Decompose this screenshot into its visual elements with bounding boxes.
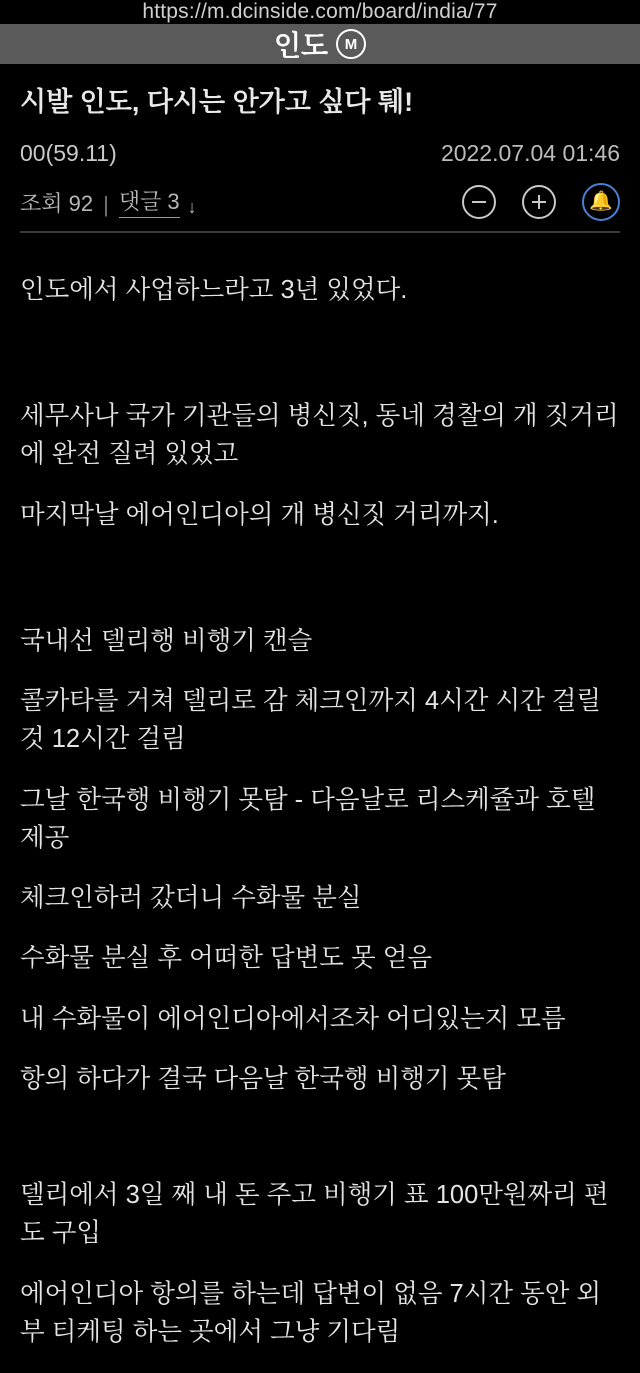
post-meta-row bbox=[20, 140, 620, 167]
post-date: 2022.07.04 01:46 bbox=[440, 139, 620, 166]
stat-divider: | bbox=[103, 192, 109, 218]
post-paragraph: 내 수화물이 에어인디아에서조차 어디있는지 모름 bbox=[20, 1004, 566, 1033]
post-paragraph: 체크인하러 갔더니 수화물 분실 bbox=[20, 884, 362, 912]
zoom-in-icon[interactable] bbox=[522, 185, 556, 219]
post-tool-icons bbox=[462, 183, 620, 221]
post-author[interactable]: 00(59.11) bbox=[20, 139, 117, 166]
view-count: 조회 92 bbox=[20, 191, 94, 217]
header-divider bbox=[20, 231, 620, 233]
post-paragraph: 마지막날 에어인디아의 개 병신짓 거리까지. bbox=[20, 500, 499, 529]
board-title-bar bbox=[0, 24, 640, 64]
url-bar[interactable] bbox=[0, 0, 640, 24]
zoom-out-icon[interactable] bbox=[462, 185, 496, 219]
board-name[interactable]: 인도 bbox=[273, 30, 329, 61]
comment-count-link[interactable]: 댓글 3 bbox=[119, 185, 180, 218]
post-body bbox=[0, 241, 640, 1373]
chevron-down-icon[interactable]: ↓ bbox=[187, 197, 197, 218]
post-stats-row bbox=[20, 183, 620, 221]
post-paragraph: 델리에서 3일 째 내 돈 주고 비행기 표 100만원짜리 편도 구입 bbox=[20, 1181, 609, 1248]
url-text: https://m.dcinside.com/board/india/77 bbox=[142, 0, 498, 23]
post-paragraph: 항의 하다가 결국 다음날 한국행 비행기 못탐 bbox=[20, 1064, 506, 1093]
post-paragraph: 그날 한국행 비행기 못탐 - 다음날로 리스케쥴과 호텔 제공 bbox=[20, 785, 603, 852]
post-paragraph: 에어인디아 항의를 하는데 답변이 없음 7시간 동안 외부 티케팅 하는 곳에서 그냥 기다림 bbox=[20, 1279, 602, 1346]
post-paragraph: 인도에서 사업하느라고 3년 있었다. bbox=[20, 275, 408, 304]
post-paragraph: 국내선 델리행 비행기 캔슬 bbox=[20, 626, 313, 655]
post-title: 시발 인도, 다시는 안가고 싶다 퉤! bbox=[20, 87, 414, 117]
bell-icon[interactable]: 🔔 bbox=[582, 183, 620, 221]
post-paragraph: 세무사나 국가 기관들의 병신짓, 동네 경찰의 개 짓거리에 완전 질려 있었고 bbox=[20, 402, 619, 469]
post-paragraph: 콜카타를 거쳐 델리로 감 체크인까지 4시간 시간 걸릴 것 12시간 걸림 bbox=[20, 687, 609, 754]
mobile-badge-icon: M bbox=[336, 29, 366, 59]
post-header bbox=[0, 64, 640, 241]
post-paragraph: 수화물 분실 후 어떠한 답변도 못 얻음 bbox=[20, 944, 433, 973]
post-stats bbox=[20, 185, 197, 218]
